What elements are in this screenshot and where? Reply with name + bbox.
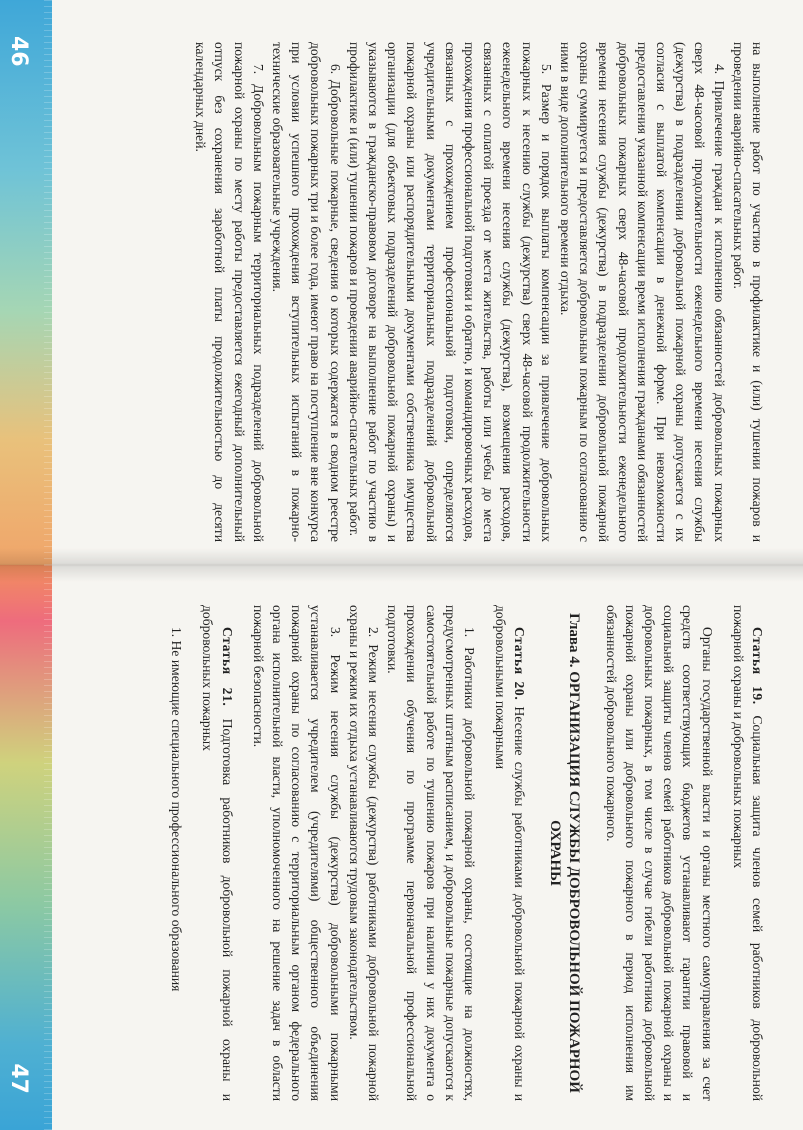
article-title: Подготовка работников добровольной пожарной охраны и добровольных пожарных (200, 605, 235, 1101)
article-label: Статья 19. (750, 627, 765, 705)
paragraph: на выполнение работ по участию в профилактике и (или) тушении пожаров и проведении аварийно-спасательных работ. (730, 42, 765, 542)
footer-ruler-decoration (44, 565, 52, 1130)
paragraph: 1. Не имеющие специального профессионального образования (169, 627, 185, 992)
paragraph: 1. Работники добровольной пожарной охраны, состоящие на должностях, предусмотренных штатным расписанием, и добровольные пожарные допускаются к самостоятельной работе по тушению пожаров при наличии у них документа о прохождении обучения по программе первоначальной профессиональной подготовки. (385, 605, 477, 1101)
book-gutter-shadow (0, 548, 803, 582)
article-20-heading (491, 605, 529, 1101)
paragraph: 2. Режим несения службы (дежурства) работниками добровольной пожарной охраны и режим их отдыха устанавливаются трудовым законодательством. (346, 605, 381, 1101)
paragraph: 5. Размер и порядок выплаты компенсации за привлечение добровольных пожарных к несению службы (дежурства) сверх 48-часовой продолжительности еженедельного времени несения службы (дежурства), возмещения расходов, связанных с оплатой проезда от места жительства, работы или учебы до места прохождения профессиональной подготовки и обратно, и командировочных расходов, связанных с прохождением профессиональной подготовки, определяются учредительными документами территориальных подразделений добровольной пожарной охраны или распорядительными документами собственника имущества организации (для объектовых подразделений добровольной пожарной охраны) и указываются в гражданско-правовом договоре на выполнение работ по участию в профилактике и (или) тушении пожаров и проведении аварийно-спасательных работ. (346, 42, 554, 542)
paragraph: 3. Режим несения службы (дежурства) добровольными пожарными устанавливается учредителем (учредителями) общественного объединения пожарной охраны по согласованию с территориальным органом федерального органа исполнительной власти, уполномоченного на решение задач в области пожарной безопасности. (250, 605, 343, 1101)
right-page (0, 565, 803, 1130)
footer-ruler-decoration (44, 0, 52, 565)
article-title: Несение службы работниками добровольной пожарной охраны и добровольными пожарными (493, 605, 528, 1102)
left-page-text (191, 42, 767, 542)
paragraph: Органы государственной власти и органы местного самоуправления за счет средств соответствующих бюджетов устанавливают гарантии правовой и социальной защиты членов семей работников добровольной пожарной охраны и добровольных пожарных, в том числе в случае гибели работника добровольной пожарной охраны или добровольного пожарного в период исполнения им обязанностей добровольного пожарного. (603, 605, 715, 1101)
paragraph: 6. Добровольные пожарные, сведения о которых содержатся в сводном реестре добровольных пожарных три и более года, имеют право на поступление вне конкурса при условии успешного прохождения вступительных испытаний в пожарно-технические образовательные учреждения. (269, 42, 343, 542)
page-footer-band (0, 565, 52, 1130)
page-number: 46 (6, 36, 31, 67)
article-label: Статья 21. (219, 627, 235, 707)
right-page-text (167, 605, 767, 1101)
article-19-heading (729, 605, 767, 1101)
article-title: Социальная защита членов семей работников добровольной пожарной охраны и добровольных пожарных (730, 605, 765, 1101)
page-number: 47 (6, 1063, 31, 1094)
paragraph: 4. Привлечение граждан к исполнению обязанностей добровольных пожарных сверх 48-часовой продолжительности еженедельного времени несения службы (дежурства) в подразделении добровольной пожарной охраны допускается с их согласия с выплатой компенсации в денежной форме. При невозможности предоставления указанной компенсации время исполнения гражданами обязанностей добровольных пожарных сверх 48-часовой продолжительности еженедельного времени несения службы (дежурства) в подразделении добровольной пожарной охраны суммируется и предоставляется добровольным пожарным по согласованию с ними в виде дополнительного времени отдыха. (557, 42, 727, 542)
article-21-heading (198, 605, 236, 1101)
article-label: Статья 20. (512, 627, 528, 701)
paragraph: 7. Добровольным пожарным территориальных подразделений добровольной пожарной охраны по месту работы предоставляется ежегодный дополнительный отпуск без сохранения заработной платы продолжительностью до десяти календарных дней. (193, 42, 266, 542)
page-footer-band (0, 0, 52, 565)
chapter-heading: Глава 4. ОРГАНИЗАЦИЯ СЛУЖБЫ ДОБРОВОЛЬНОЙ ПОЖАРНОЙ ОХРАНЫ (547, 613, 583, 1093)
